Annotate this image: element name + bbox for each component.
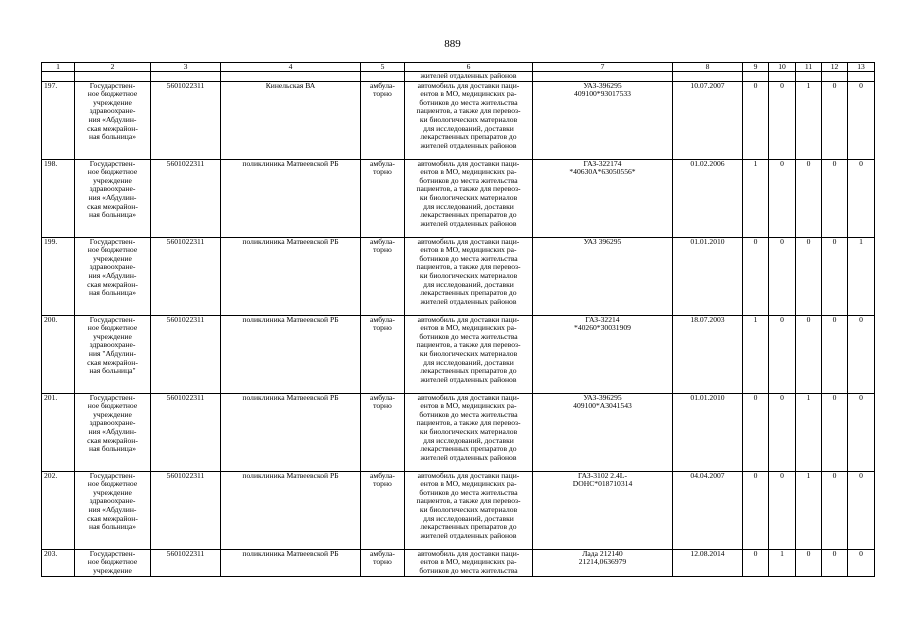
count-col-11: 1 — [796, 471, 822, 549]
unit-cell: поликлиника Матвеевской РБ — [221, 237, 361, 315]
date-cell: 12.08.2014 — [673, 549, 743, 576]
count-col-10: 0 — [769, 159, 796, 237]
date-cell: 04.04.2007 — [673, 471, 743, 549]
row-number: 200. — [42, 315, 75, 393]
table-row — [42, 237, 875, 315]
column-number-12: 12 — [822, 63, 848, 72]
vehicle-cell: ГАЗ-32214 *40260*30031909 — [533, 315, 673, 393]
count-col-13: 0 — [848, 81, 875, 159]
count-col-10: 1 — [769, 549, 796, 576]
count-col-9: 0 — [743, 471, 769, 549]
date-cell: 01.01.2010 — [673, 237, 743, 315]
count-col-13: 0 — [848, 315, 875, 393]
count-col-10: 0 — [769, 237, 796, 315]
column-number-10: 10 — [769, 63, 796, 72]
care-type-cell: амбула- торно — [361, 315, 405, 393]
purpose-cell: автомобиль для доставки паци- ентов в МО, медицинских ра- ботников до места жительства пациентов, а также для перевоз- ки биологических материалов для исследований, доставки лекарственных препаратов до жителей отдаленных районов — [405, 81, 533, 159]
table-row — [42, 315, 875, 393]
care-type-cell: амбула- торно — [361, 393, 405, 471]
count-col-10: 0 — [769, 393, 796, 471]
column-number-8: 8 — [673, 63, 743, 72]
organization-cell: Государствен- ное бюджетное учреждение здравоохране- ния «Абдулин- ская межрайон- ная больница» — [75, 471, 151, 549]
unit-cell: поликлиника Матвеевской РБ — [221, 471, 361, 549]
column-number-4: 4 — [221, 63, 361, 72]
inn-cell: 5601022311 — [151, 237, 221, 315]
count-col-12: 0 — [822, 471, 848, 549]
inn-cell: 5601022311 — [151, 81, 221, 159]
column-number-5: 5 — [361, 63, 405, 72]
organization-cell: Государствен- ное бюджетное учреждение — [75, 549, 151, 576]
unit-cell: Кинельская ВА — [221, 81, 361, 159]
purpose-cell: автомобиль для доставки паци- ентов в МО, медицинских ра- ботников до места жительства пациентов, а также для перевоз- ки биологических материалов для исследований, доставки лекарственных препаратов до жителей отдаленных районов — [405, 471, 533, 549]
count-col-11: 0 — [796, 237, 822, 315]
care-type-cell: амбула- торно — [361, 237, 405, 315]
row-number: 202. — [42, 471, 75, 549]
column-number-2: 2 — [75, 63, 151, 72]
vehicle-cell: Лада 212140 21214,0636979 — [533, 549, 673, 576]
table-body — [42, 72, 875, 577]
vehicle-register-table — [41, 62, 875, 577]
date-cell: 18.07.2003 — [673, 315, 743, 393]
row-number: 199. — [42, 237, 75, 315]
count-col-12: 0 — [822, 237, 848, 315]
inn-cell: 5601022311 — [151, 393, 221, 471]
count-col-9: 1 — [743, 159, 769, 237]
date-cell: 01.02.2006 — [673, 159, 743, 237]
count-col-11: 0 — [796, 315, 822, 393]
count-col-13: 0 — [848, 393, 875, 471]
vehicle-cell: УАЗ 396295 — [533, 237, 673, 315]
continuation-cell: жителей отдаленных районов — [405, 72, 533, 82]
count-col-10: 0 — [769, 81, 796, 159]
purpose-cell: автомобиль для доставки паци- ентов в МО, медицинских ра- ботников до места жительства — [405, 549, 533, 576]
inn-cell: 5601022311 — [151, 159, 221, 237]
row-number: 201. — [42, 393, 75, 471]
care-type-cell: амбула- торно — [361, 549, 405, 576]
row-number: 203. — [42, 549, 75, 576]
organization-cell: Государствен- ное бюджетное учреждение здравоохране- ния «Абдулин- ская межрайон- ная больница» — [75, 237, 151, 315]
unit-cell: поликлиника Матвеевской РБ — [221, 393, 361, 471]
count-col-13: 0 — [848, 471, 875, 549]
row-number: 198. — [42, 159, 75, 237]
count-col-12: 0 — [822, 81, 848, 159]
row-number: 197. — [42, 81, 75, 159]
table-row — [42, 393, 875, 471]
vehicle-cell: УАЗ-396295 409100*93017533 — [533, 81, 673, 159]
count-col-13: 0 — [848, 159, 875, 237]
purpose-cell: автомобиль для доставки паци- ентов в МО, медицинских ра- ботников до места жительства пациентов, а также для перевоз- ки биологических материалов для исследований, доставки лекарственных препаратов до жителей отдаленных районов — [405, 237, 533, 315]
unit-cell: поликлиника Матвеевской РБ — [221, 159, 361, 237]
count-col-10: 0 — [769, 315, 796, 393]
count-col-10: 0 — [769, 471, 796, 549]
count-col-9: 0 — [743, 549, 769, 576]
purpose-cell: автомобиль для доставки паци- ентов в МО, медицинских ра- ботников до места жительства пациентов, а также для перевоз- ки биологических материалов для исследований, доставки лекарственных препаратов до жителей отдаленных районов — [405, 159, 533, 237]
table-row — [42, 159, 875, 237]
count-col-9: 0 — [743, 237, 769, 315]
organization-cell: Государствен- ное бюджетное учреждение здравоохране- ния "Абдулин- ская межрайон- ная больница" — [75, 315, 151, 393]
organization-cell: Государствен- ное бюджетное учреждение здравоохране- ния «Абдулин- ская межрайон- ная больница» — [75, 159, 151, 237]
care-type-cell: амбула- торно — [361, 471, 405, 549]
count-col-12: 0 — [822, 393, 848, 471]
count-col-11: 0 — [796, 159, 822, 237]
count-col-9: 0 — [743, 81, 769, 159]
count-col-13: 0 — [848, 549, 875, 576]
count-col-9: 0 — [743, 393, 769, 471]
vehicle-cell: УАЗ-396295 409100*А3041543 — [533, 393, 673, 471]
unit-cell: поликлиника Матвеевской РБ — [221, 315, 361, 393]
column-number-11: 11 — [796, 63, 822, 72]
table-row — [42, 81, 875, 159]
count-col-11: 1 — [796, 81, 822, 159]
inn-cell: 5601022311 — [151, 549, 221, 576]
column-number-13: 13 — [848, 63, 875, 72]
count-col-11: 0 — [796, 549, 822, 576]
column-number-1: 1 — [42, 63, 75, 72]
continuation-row — [42, 72, 875, 82]
count-col-11: 1 — [796, 393, 822, 471]
count-col-12: 0 — [822, 549, 848, 576]
count-col-12: 0 — [822, 315, 848, 393]
page-number: 889 — [444, 38, 461, 50]
purpose-cell: автомобиль для доставки паци- ентов в МО, медицинских ра- ботников до места жительства пациентов, а также для перевоз- ки биологических материалов для исследований, доставки лекарственных препаратов до жителей отдаленных районов — [405, 315, 533, 393]
care-type-cell: амбула- торно — [361, 81, 405, 159]
care-type-cell: амбула- торно — [361, 159, 405, 237]
date-cell: 10.07.2007 — [673, 81, 743, 159]
count-col-12: 0 — [822, 159, 848, 237]
organization-cell: Государствен- ное бюджетное учреждение здравоохране- ния «Абдулин- ская межрайон- ная больница» — [75, 393, 151, 471]
table-row — [42, 549, 875, 576]
column-number-3: 3 — [151, 63, 221, 72]
vehicle-cell: ГАЗ-3102 2.4L- DOHC*018710314 — [533, 471, 673, 549]
inn-cell: 5601022311 — [151, 315, 221, 393]
unit-cell: поликлиника Матвеевской РБ — [221, 549, 361, 576]
table-row — [42, 471, 875, 549]
column-number-9: 9 — [743, 63, 769, 72]
column-number-6: 6 — [405, 63, 533, 72]
count-col-9: 1 — [743, 315, 769, 393]
vehicle-cell: ГАЗ-322174 *40630А*63050556* — [533, 159, 673, 237]
organization-cell: Государствен- ное бюджетное учреждение здравоохране- ния «Абдулин- ская межрайон- ная больница» — [75, 81, 151, 159]
column-number-7: 7 — [533, 63, 673, 72]
count-col-13: 1 — [848, 237, 875, 315]
date-cell: 01.01.2010 — [673, 393, 743, 471]
purpose-cell: автомобиль для доставки паци- ентов в МО, медицинских ра- ботников до места жительства пациентов, а также для перевоз- ки биологических материалов для исследований, доставки лекарственных препаратов до жителей отдаленных районов — [405, 393, 533, 471]
inn-cell: 5601022311 — [151, 471, 221, 549]
